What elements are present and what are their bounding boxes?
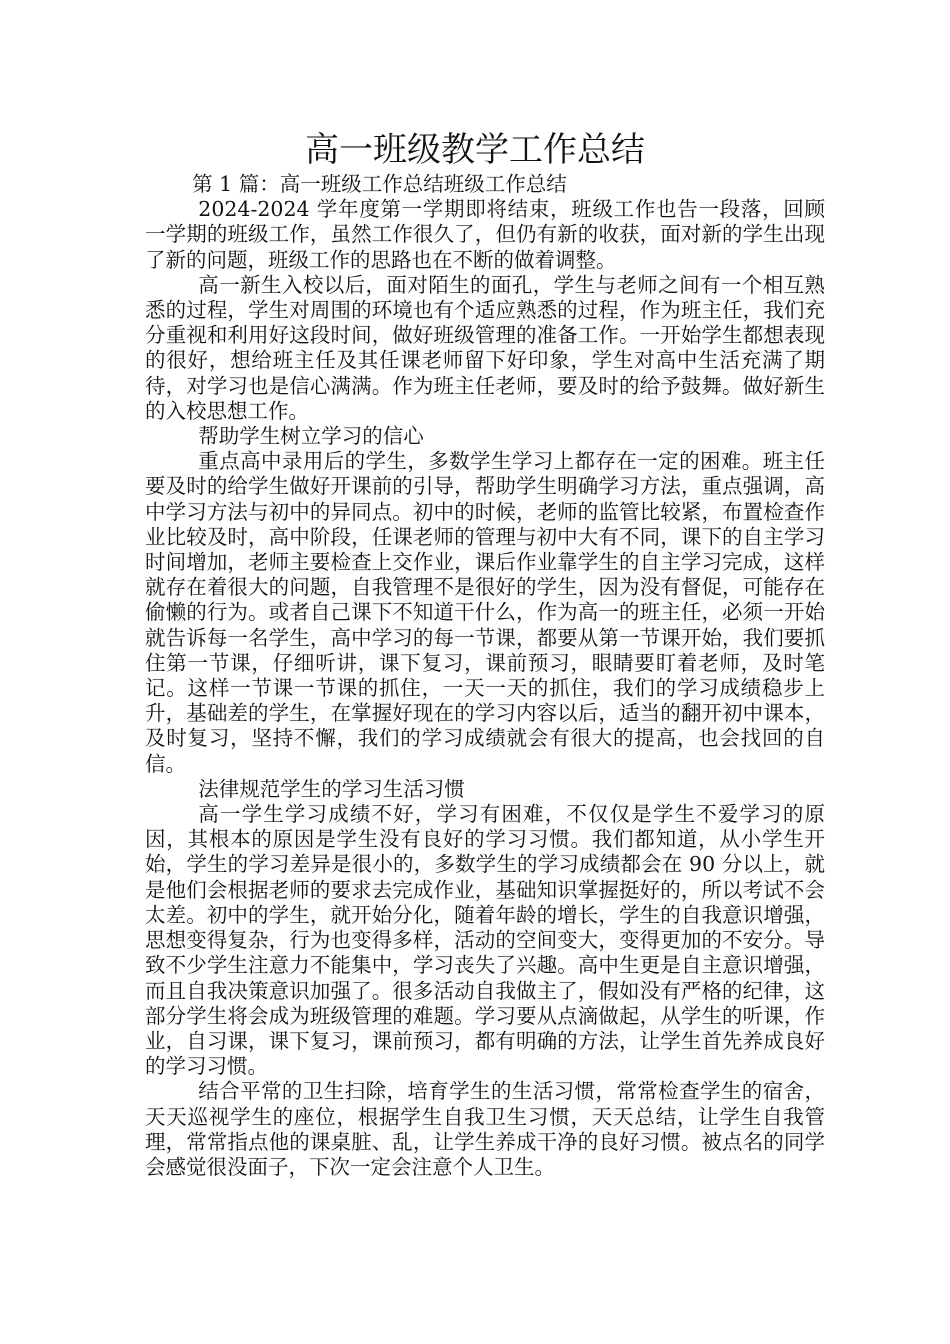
document-body xyxy=(145,172,825,1180)
paragraph: 高一新生入校以后，面对陌生的面孔，学生与老师之间有一个相互熟悉的过程，学生对周围的环境也有个适应熟悉的过程，作为班主任，我们充分重视和利用好这段时间，做好班级管理的准备工作。一开始学生都想表现的很好，想给班主任及其任课老师留下好印象，学生对高中生活充满了期待，对学习也是信心满满。作为班主任老师，要及时的给予鼓舞。做好新生的入校思想工作。 xyxy=(145,272,825,423)
section-heading: 帮助学生树立学习的信心 xyxy=(198,424,424,449)
section-heading: 法律规范学生的学习生活习惯 xyxy=(198,776,465,801)
document-subtitle: 第 1 篇：高一班级工作总结班级工作总结 xyxy=(192,172,567,196)
paragraph: 2024-2024 学年度第一学期即将结束，班级工作也告一段落，回顾一学期的班级工作，虽然工作很久了，但仍有新的收获，面对新的学生出现了新的问题，班级工作的思路也在不断的做着调整。 xyxy=(145,197,825,272)
paragraph: 结合平常的卫生扫除，培育学生的生活习惯，常常检查学生的宿舍，天天巡视学生的座位，根据学生自我卫生习惯，天天总结，让学生自我管理，常常指点他的课桌脏、乱，让学生养成干净的良好习惯。被点名的同学会感觉很没面子，下次一定会注意个人卫生。 xyxy=(145,1079,825,1179)
paragraph: 重点高中录用后的学生，多数学生学习上都存在一定的困难。班主任要及时的给学生做好开课前的引导，帮助学生明确学习方法，重点强调，高中学习方法与初中的异同点。初中的时候，老师的监管比较紧，布置检查作业比较及时，高中阶段，任课老师的管理与初中大有不同，课下的自主学习时间增加，老师主要检查上交作业，课后作业靠学生的自主学习完成，这样就存在着很大的问题，自我管理不是很好的学生，因为没有督促，可能存在偷懒的行为。或者自己课下不知道干什么，作为高一的班主任，必须一开始就告诉每一名学生，高中学习的每一节课，都要从第一节课开始，我们要抓住第一节课，仔细听讲，课下复习，课前预习，眼睛要盯着老师，及时笔记。这样一节课一节课的抓住，一天一天的抓住，我们的学习成绩稳步上升，基础差的学生，在掌握好现在的学习内容以后，适当的翻开初中课本，及时复习，坚持不懈，我们的学习成绩就会有很大的提高，也会找回的自信。 xyxy=(145,449,825,776)
document-title: 高一班级教学工作总结 xyxy=(305,130,645,170)
paragraph: 高一学生学习成绩不好，学习有困难，不仅仅是学生不爱学习的原因，其根本的原因是学生没有良好的学习习惯。我们都知道，从小学生开始，学生的学习差异是很小的，多数学生的学习成绩都会在 90 分以上，就是他们会根据老师的要求去完成作业，基础知识掌握挺好的，所以考试不会太差。初中的学生，就开始分化，随着年龄的增长，学生的自我意识增强，思想变得复杂，行为也变得多样，活动的空间变大，变得更加的不安分。导致不少学生注意力不能集中，学习丧失了兴趣。高中生更是自主意识增强，而且自我决策意识加强了。很多活动自我做主了，假如没有严格的纪律，这部分学生将会成为班级管理的难题。学习要从点滴做起，从学生的听课，作业，自习课，课下复习，课前预习，都有明确的方法，让学生首先养成良好的学习习惯。 xyxy=(145,802,825,1079)
